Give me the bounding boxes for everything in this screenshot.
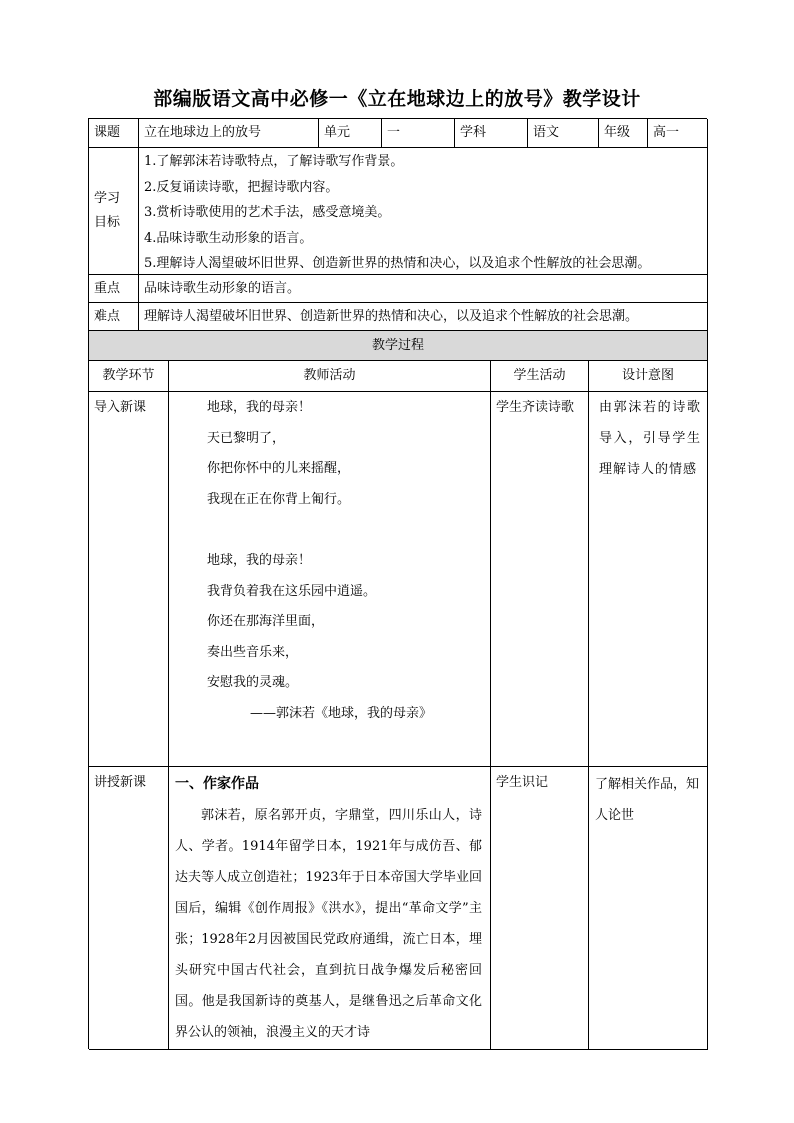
unit-value: 一 [382,119,455,148]
poem-line: 安慰我的灵魂。 [207,675,299,690]
poem-line: 你还在那海洋里面， [207,614,325,629]
intro-student: 学生齐读诗歌 [491,392,589,767]
lecture-student: 学生识记 [491,767,589,1050]
col-header-student [491,361,589,392]
topic-label: 课题 [89,119,139,148]
objective-item: 3.赏析诗歌使用的艺术手法，感受意境美。 [144,205,391,221]
process-banner-text: 教学过程 [371,337,424,353]
lesson-table [88,118,707,1049]
lecture-intent [589,767,708,1050]
poem-source: ——郭沫若《地球，我的母亲》 [250,705,433,721]
poem-line: 天已黎明了， [207,430,286,446]
grade-label: 年级 [599,119,648,148]
key-point-value: 品味诗歌生动形象的语言。 [139,275,708,303]
col-header-intent-text: 设计意图 [621,368,674,383]
unit-label: 单元 [319,119,382,148]
subject-value: 语文 [528,119,599,148]
process-banner [89,331,708,361]
difficult-point-value: 理解诗人渴望破坏旧世界、创造新世界的热情和决心，以及追求个性解放的社会思潮。 [139,303,708,331]
objectives-label-text: 学习 目标 [94,191,121,230]
topic-value: 立在地球边上的放号 [139,119,319,148]
poem-line: 我现在正在你背上匍行。 [207,491,351,507]
objectives-label [89,148,139,275]
author-paragraph: 郭沫若，原名郭开贞，字鼎堂，四川乐山人，诗人、学者。1914年留学日本，1921年与成仿吾、郁达夫等人成立创造社；1923年于日本帝国大学毕业回国后，编辑《创作周报》《洪水》，提出“革命文学”主张；1928年2月因被国民党政府通缉，流亡日本，埋头研究中国古代社会，直到抗日战争爆发后秘密回国。他是我国新诗的奠基人，是继鲁迅之后革命文化界公认的领袖，浪漫主义的天才诗 [175,808,482,1040]
col-header-student-text: 学生活动 [513,368,566,383]
objective-item: 5.理解诗人渴望破坏旧世界、创造新世界的热情和决心，以及追求个性解放的社会思潮。 [144,256,651,272]
intro-teacher [169,392,491,767]
lecture-intent-text: 了解相关作品，知人论世 [595,777,700,823]
objective-item: 2.反复诵读诗歌，把握诗歌内容。 [144,179,339,195]
lecture-stage: 讲授新课 [89,767,169,1050]
objectives-list [139,148,708,275]
key-point-label: 重点 [89,275,139,303]
intro-stage: 导入新课 [89,392,169,767]
section-title: 一、作家作品 [175,776,259,792]
grade-value: 高一 [648,119,708,148]
col-header-intent [589,361,708,392]
col-header-teacher-text: 教师活动 [303,368,356,383]
poem-line: 我背负着我在这乐园中逍遥。 [207,583,377,599]
col-header-stage-text: 教学环节 [102,368,155,383]
poem-line: 地球，我的母亲！ [207,400,312,415]
poem-line: 地球，我的母亲！ [207,553,312,568]
poem-line: 你把你怀中的儿来摇醒， [207,461,351,476]
poem-line: 奏出些音乐来， [207,644,299,660]
stanza-gap [174,515,485,546]
objective-item: 4.品味诗歌生动形象的语言。 [144,230,313,246]
intro-intent [589,392,708,767]
difficult-point-label: 难点 [89,303,139,331]
subject-label: 学科 [455,119,528,148]
col-header-teacher [169,361,491,392]
intro-intent-text: 由郭沫若的诗歌导入，引导学生理解诗人的情感 [599,400,701,477]
page-title: 部编版语文高中必修一《立在地球边上的放号》教学设计 [153,88,641,110]
objective-item: 1.了解郭沫若诗歌特点，了解诗歌写作背景。 [144,154,404,169]
lecture-teacher [169,767,491,1050]
col-header-stage [89,361,169,392]
